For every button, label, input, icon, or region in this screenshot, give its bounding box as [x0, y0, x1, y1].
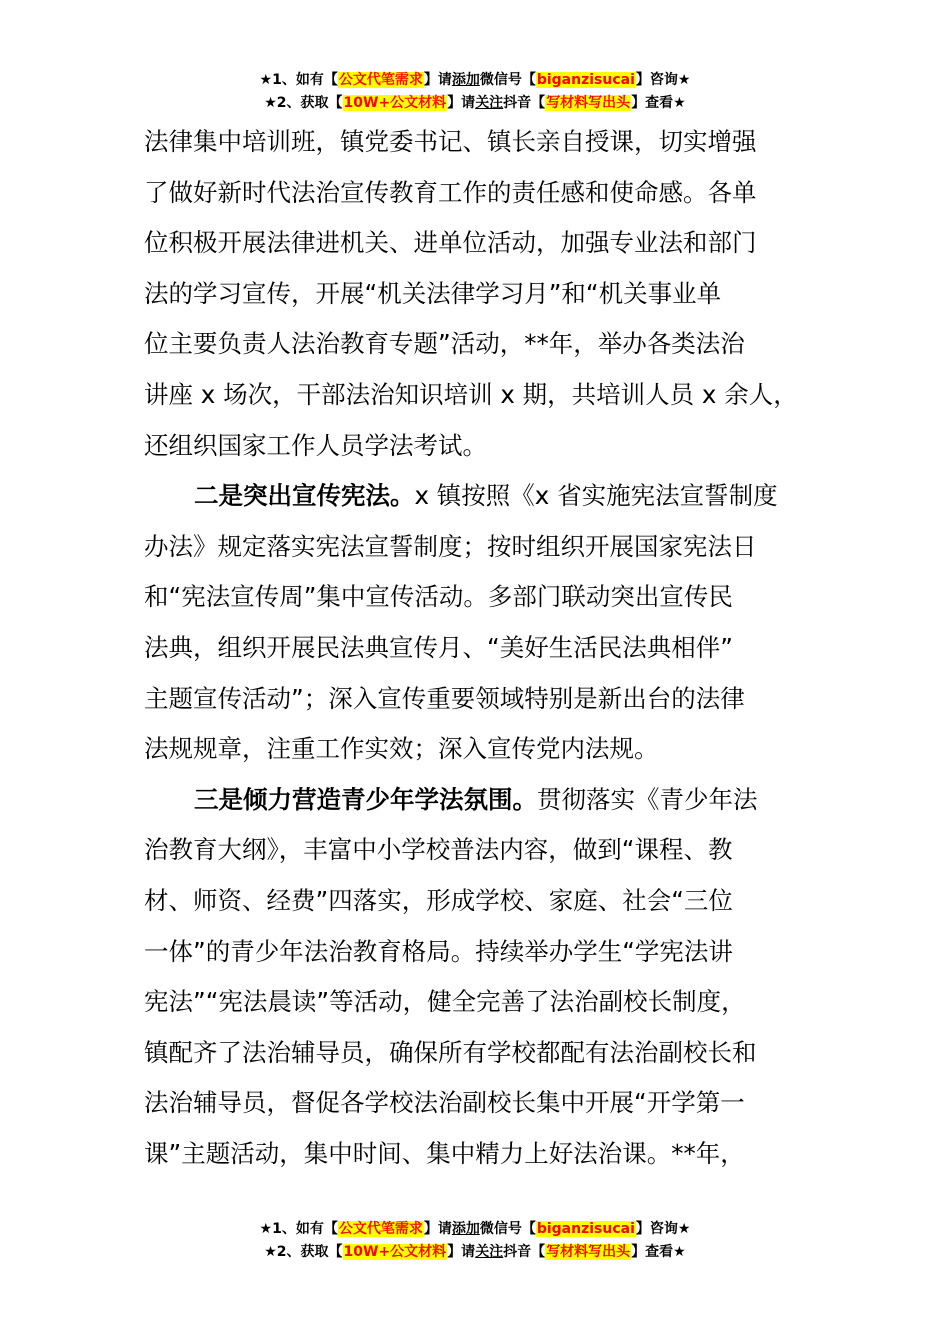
underlined-text: 关注 [475, 95, 504, 111]
text-line: 法治辅导员，督促各学校法治副校长集中开展“开学第一 [144, 1088, 745, 1118]
text-line: 位主要负责人法治教育专题”活动，**年，举办各类法治 [144, 329, 745, 359]
promo-text: 微信号【 [479, 72, 536, 88]
text-line: 位积极开展法律进机关、进单位活动，加强专业法和部门 [144, 228, 757, 258]
promo-text: 】请 [447, 1244, 476, 1260]
paragraph-3 [144, 775, 809, 1180]
text-line: 和“宪法宣传周”集中宣传活动。多部门联动突出宣传民 [144, 582, 733, 612]
promo-text: 】请 [423, 72, 452, 88]
text-line: 法的学习宣传，开展“机关法律学习月”和“机关事业单 [144, 278, 722, 308]
document-body [144, 117, 809, 1179]
promo-text: 抖音【 [503, 95, 546, 111]
text-line [144, 775, 809, 826]
promo-banner-bottom [0, 1218, 950, 1264]
text-line: 主题宣传活动”；深入宣传重要领域特别是新出台的法律 [144, 683, 745, 713]
text-line: 法律集中培训班，镇党委书记、镇长亲自授课，切实增强 [144, 127, 757, 156]
promo-text: 】咨询★ [635, 1221, 691, 1237]
wechat-id: biganzisucai [536, 1221, 635, 1237]
douyin-account: 写材料写出头 [546, 1244, 631, 1260]
promo-text: ★1、如有【 [259, 1221, 338, 1237]
text-line: 治教育大纲》，丰富中小学校普法内容，做到“课程、教 [144, 835, 733, 865]
promo-text: 】请 [447, 95, 476, 111]
paragraph-1 [144, 117, 809, 471]
promo-text: 】查看★ [631, 1244, 686, 1260]
promo-line-1 [0, 1218, 950, 1241]
douyin-account: 写材料写出头 [546, 95, 631, 111]
promo-line-1 [0, 69, 950, 92]
text-line: 一体”的青少年法治教育格局。持续举办学生“学宪法讲 [144, 936, 733, 966]
highlighted-text: 公文代笔需求 [338, 1221, 423, 1237]
promo-text: 】查看★ [631, 95, 686, 111]
paragraph-2 [144, 471, 809, 775]
text-line [144, 471, 809, 522]
highlighted-text: 公文代笔需求 [338, 72, 423, 88]
paragraph-heading: 三是倾力营造青少年学法氛围。 [194, 784, 537, 814]
promo-line-2 [0, 92, 950, 115]
text-line: 宪法”“宪法晨读”等活动，健全完善了法治副校长制度， [144, 987, 746, 1017]
promo-text: ★2、获取【 [264, 95, 343, 111]
text-line: 镇配齐了法治辅导员，确保所有学校都配有法治副校长和 [144, 1037, 757, 1067]
promo-text: 】咨询★ [635, 72, 691, 88]
highlighted-text: 10W+公文材料 [343, 95, 447, 111]
paragraph-text: 贯彻落实《青少年法 [537, 784, 758, 814]
wechat-id: biganzisucai [536, 72, 635, 88]
text-line: 了做好新时代法治宣传教育工作的责任感和使命感。各单 [144, 177, 757, 207]
promo-text: 】请 [423, 1221, 452, 1237]
promo-text: 抖音【 [503, 1244, 546, 1260]
promo-text: 微信号【 [479, 1221, 536, 1237]
promo-line-2 [0, 1241, 950, 1264]
highlighted-text: 10W+公文材料 [343, 1244, 447, 1260]
text-line: 还组织国家工作人员学法考试。 [144, 430, 487, 460]
text-line: 课”主题活动，集中时间、集中精力上好法治课。**年， [144, 1138, 745, 1168]
underlined-text: 关注 [475, 1244, 504, 1260]
promo-text: ★2、获取【 [264, 1244, 343, 1260]
underlined-text: 添加 [451, 72, 480, 88]
underlined-text: 添加 [451, 1221, 480, 1237]
text-line: 法规规章，注重工作实效；深入宣传党内法规。 [144, 734, 659, 764]
promo-text: ★1、如有【 [259, 72, 338, 88]
paragraph-text: x 镇按照《x 省实施宪法宣誓制度 [414, 481, 778, 511]
paragraph-heading: 二是突出宣传宪法。 [194, 481, 415, 511]
promo-banner-top [0, 69, 950, 115]
text-line: 法典，组织开展民法典宣传月、“美好生活民法典相伴” [144, 632, 733, 662]
text-line: 讲座 x 场次，干部法治知识培训 x 期，共培训人员 x 余人， [144, 379, 798, 409]
text-line: 办法》规定落实宪法宣誓制度；按时组织开展国家宪法日 [144, 531, 757, 561]
text-line: 材、师资、经费”四落实，形成学校、家庭、社会“三位 [144, 885, 733, 915]
